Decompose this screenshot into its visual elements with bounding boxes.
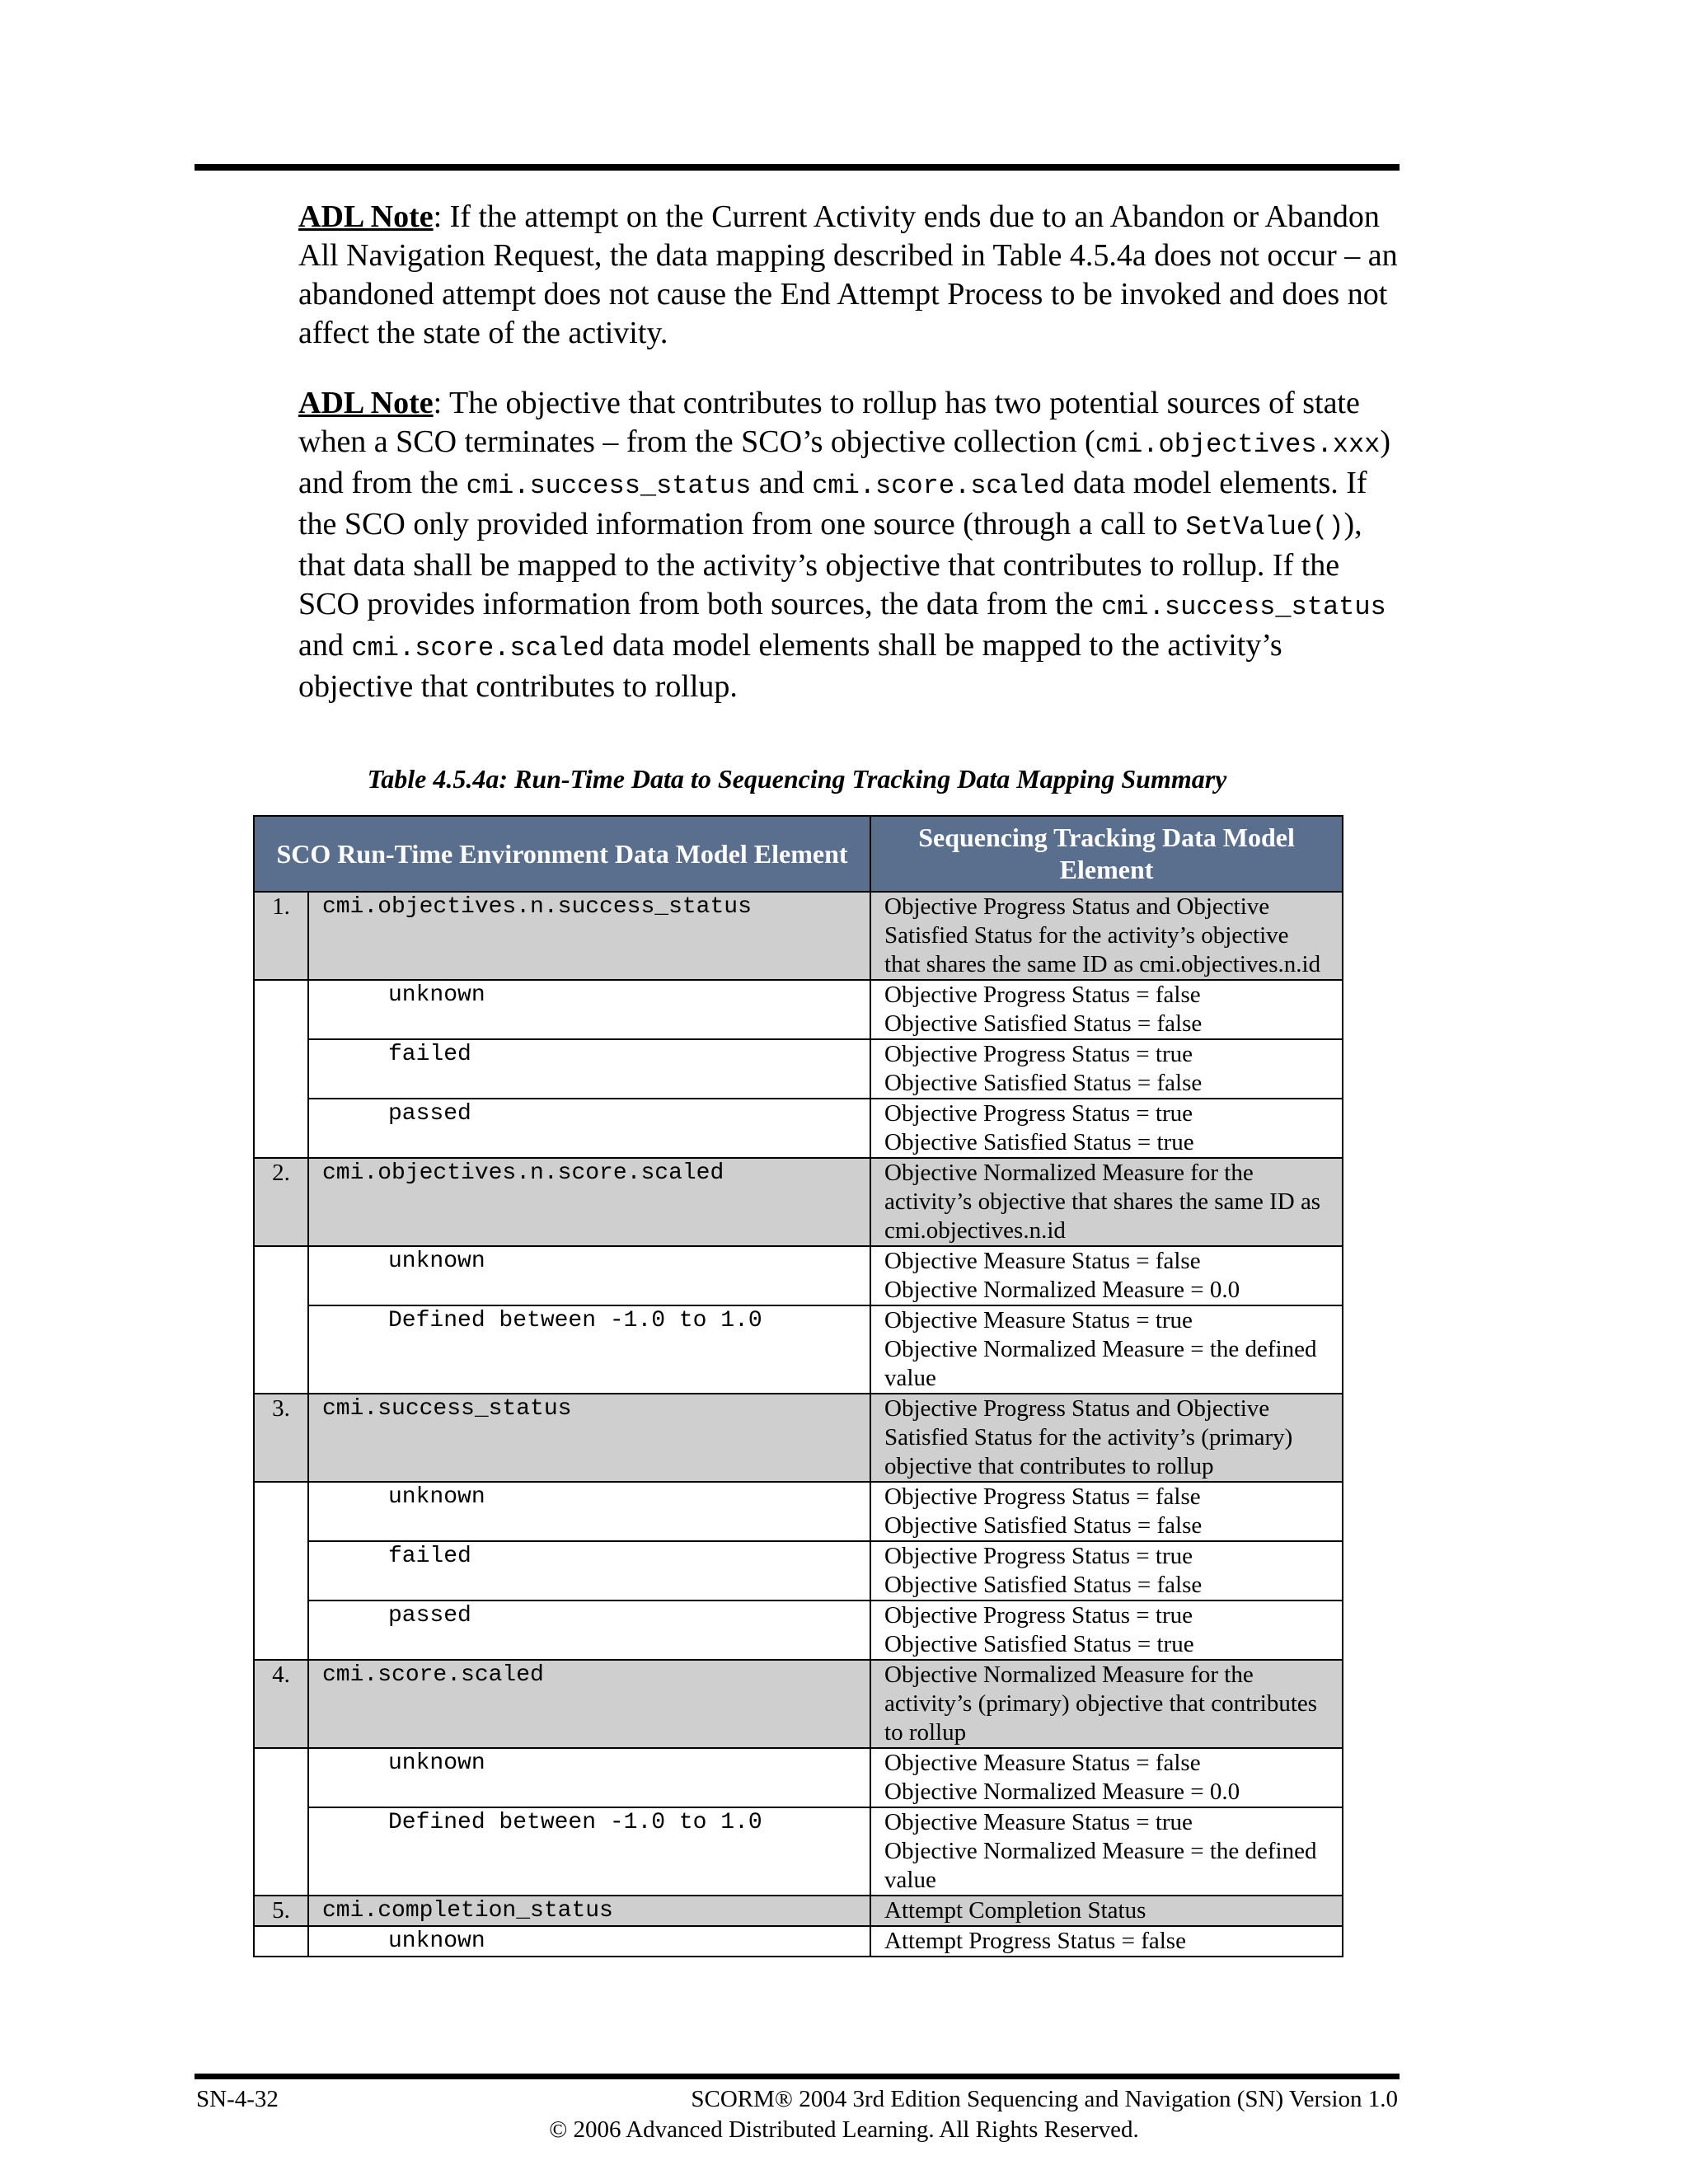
page-number: SN-4-32 <box>196 2086 279 2112</box>
mapping-line: Objective Normalized Measure = the defined value <box>884 1336 1317 1391</box>
mapping-line: Objective Satisfied Status = true <box>884 1631 1194 1657</box>
mapping-line: Objective Satisfied Status = false <box>884 1010 1203 1037</box>
element-value: unknown <box>308 1748 870 1807</box>
rte-element-name: cmi.objectives.n.success_status <box>308 892 870 980</box>
sequencing-mapping: Objective Progress Status and Objective Satisfied Status for the activity’s objective that shares the same ID as cmi.objectives.n.id <box>870 892 1343 980</box>
mapping-line: Objective Measure Status = false <box>884 1750 1201 1776</box>
value-mapping <box>870 980 1343 1039</box>
value-mapping <box>870 1926 1343 1957</box>
sequencing-mapping: Attempt Completion Status <box>870 1896 1343 1926</box>
table-row-element <box>254 1158 1343 1246</box>
element-value: unknown <box>308 980 870 1039</box>
element-value: unknown <box>308 1482 870 1541</box>
mapping-line: Objective Progress Status = true <box>884 1100 1193 1127</box>
blank-number-cell <box>254 1926 308 1957</box>
value-mapping <box>870 1482 1343 1541</box>
mapping-line: Objective Satisfied Status = false <box>884 1512 1203 1539</box>
table-row-value <box>254 1039 1343 1099</box>
table-row-value <box>254 980 1343 1039</box>
value-mapping <box>870 1039 1343 1099</box>
blank-number-cell <box>254 1246 308 1394</box>
table-row-value <box>254 1246 1343 1305</box>
value-mapping <box>870 1246 1343 1305</box>
note-text: data model elements. If the SCO only provided information from one source (through a call to <box>298 466 1367 541</box>
sequencing-mapping: Objective Normalized Measure for the activity’s objective that shares the same ID as cmi.objectives.n.id <box>870 1158 1343 1246</box>
mapping-line: Objective Progress Status = true <box>884 1041 1193 1067</box>
note-text: and <box>298 628 352 663</box>
document-title: SCORM® 2004 3rd Edition Sequencing and Navigation (SN) Version 1.0 <box>691 2086 1398 2112</box>
sequencing-mapping: Objective Normalized Measure for the activity’s (primary) objective that contributes to rollup <box>870 1660 1343 1748</box>
value-mapping <box>870 1807 1343 1896</box>
element-value: passed <box>308 1099 870 1158</box>
code-term: SetValue() <box>1185 512 1344 542</box>
top-rule <box>195 164 1400 171</box>
value-mapping <box>870 1305 1343 1394</box>
mapping-line: Objective Measure Status = true <box>884 1809 1193 1835</box>
code-term: cmi.objectives.xxx <box>1095 429 1381 460</box>
mapping-line: Objective Measure Status = false <box>884 1248 1201 1274</box>
table-row-value <box>254 1541 1343 1601</box>
mapping-line: Objective Normalized Measure = 0.0 <box>884 1779 1240 1805</box>
note-text: data model elements shall be mapped to the activity’s objective that contributes to rollup. <box>298 628 1282 704</box>
table-row-element <box>254 1394 1343 1482</box>
mapping-line: Objective Progress Status = true <box>884 1543 1193 1569</box>
rte-element-name: cmi.completion_status <box>308 1896 870 1926</box>
row-number: 4. <box>254 1660 308 1748</box>
bottom-rule <box>195 2074 1400 2079</box>
element-value: Defined between -1.0 to 1.0 <box>308 1807 870 1896</box>
code-term: cmi.score.scaled <box>812 471 1066 501</box>
rte-element-name: cmi.score.scaled <box>308 1660 870 1748</box>
table-row-element <box>254 1896 1343 1926</box>
table-header-row <box>254 816 1343 892</box>
mapping-line: Objective Satisfied Status = true <box>884 1129 1194 1155</box>
blank-number-cell <box>254 1748 308 1896</box>
sequencing-mapping: Objective Progress Status and Objective Satisfied Status for the activity’s (primary) objective that contributes to rollup <box>870 1394 1343 1482</box>
mapping-line: Objective Measure Status = true <box>884 1307 1193 1333</box>
row-number: 2. <box>254 1158 308 1246</box>
table-row-value <box>254 1099 1343 1158</box>
element-value: failed <box>308 1541 870 1601</box>
row-number: 3. <box>254 1394 308 1482</box>
code-term: cmi.success_status <box>1101 592 1386 622</box>
mapping-line: Attempt Progress Status = false <box>884 1928 1186 1954</box>
mapping-line: Objective Progress Status = false <box>884 982 1201 1008</box>
blank-number-cell <box>254 980 308 1158</box>
notes-section <box>298 198 1403 738</box>
note-text: : The objective that contributes to rollup has two potential sources of state when a SCO terminates – from the SCO’s objective collection ( <box>298 386 1360 459</box>
table-row-value <box>254 1305 1343 1394</box>
table-row-element <box>254 892 1343 980</box>
rte-element-name: cmi.objectives.n.score.scaled <box>308 1158 870 1246</box>
value-mapping <box>870 1748 1343 1807</box>
rte-element-name: cmi.success_status <box>308 1394 870 1482</box>
note-text: and <box>751 466 813 500</box>
mapping-line: Objective Progress Status = false <box>884 1483 1201 1510</box>
note-label: ADL Note <box>298 386 434 420</box>
table-row-element <box>254 1660 1343 1748</box>
note-text: ), that data shall be mapped to the activity’s objective that contributes to rollup. If the SCO provides information from both sources, the data from the <box>298 507 1362 621</box>
code-term: cmi.score.scaled <box>351 633 605 663</box>
element-value: passed <box>308 1601 870 1660</box>
copyright: © 2006 Advanced Distributed Learning. All Rights Reserved. <box>549 2116 1139 2143</box>
code-term: cmi.success_status <box>466 471 752 501</box>
note-label: ADL Note <box>298 199 434 234</box>
mapping-table <box>253 815 1343 1957</box>
adl-note <box>298 384 1403 706</box>
element-value: Defined between -1.0 to 1.0 <box>308 1305 870 1394</box>
mapping-line: Objective Progress Status = true <box>884 1602 1193 1629</box>
mapping-line: Objective Satisfied Status = false <box>884 1572 1203 1598</box>
header-rte-element: SCO Run-Time Environment Data Model Element <box>254 816 870 892</box>
element-value: unknown <box>308 1926 870 1957</box>
value-mapping <box>870 1541 1343 1601</box>
row-number: 5. <box>254 1896 308 1926</box>
table-row-value <box>254 1807 1343 1896</box>
note-text: : If the attempt on the Current Activity ends due to an Abandon or Abandon All Navigation Request, the data mapping described in Table 4.5.4a does not occur – an abandoned attempt does not cause the End Attempt Process to be invoked and does not affect the state of the activity. <box>298 199 1398 350</box>
table-row-value <box>254 1601 1343 1660</box>
header-sequencing-element: Sequencing Tracking Data Model Element <box>870 816 1343 892</box>
table-row-value <box>254 1748 1343 1807</box>
mapping-line: Objective Normalized Measure = the defined value <box>884 1838 1317 1893</box>
adl-note <box>298 198 1403 353</box>
mapping-line: Objective Normalized Measure = 0.0 <box>884 1277 1240 1303</box>
blank-number-cell <box>254 1482 308 1660</box>
row-number: 1. <box>254 892 308 980</box>
value-mapping <box>870 1099 1343 1158</box>
table-caption: Table 4.5.4a: Run-Time Data to Sequencing Tracking Data Mapping Summary <box>367 764 1227 794</box>
note-text: ) and from the <box>298 424 1390 500</box>
table-row-value <box>254 1482 1343 1541</box>
value-mapping <box>870 1601 1343 1660</box>
element-value: unknown <box>308 1246 870 1305</box>
table-row-value <box>254 1926 1343 1957</box>
mapping-line: Objective Satisfied Status = false <box>884 1070 1203 1096</box>
element-value: failed <box>308 1039 870 1099</box>
